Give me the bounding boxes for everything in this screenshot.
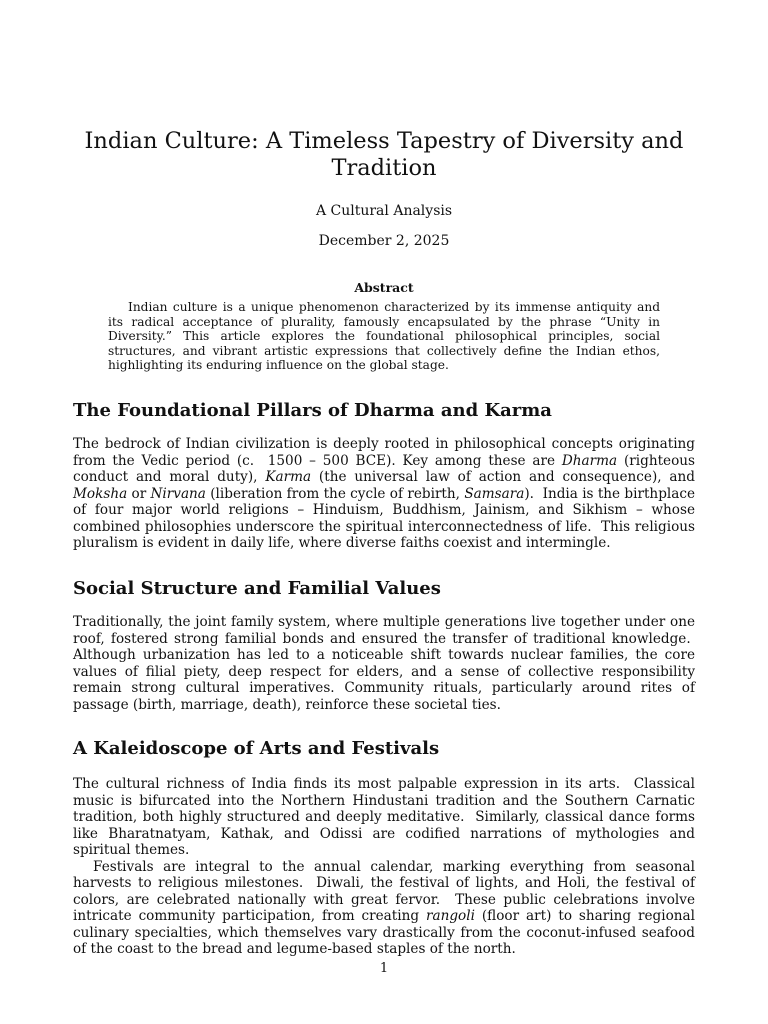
emphasized-term: Moksha	[73, 485, 128, 502]
emphasized-term: Karma	[265, 469, 312, 485]
emphasized-term: rangoli	[425, 908, 475, 924]
section-body-dharma-karma	[73, 436, 695, 552]
text-run: Festivals are integral to the annual calendar, marking everything from seasonal harvests to religious milestones. Diwali, the festival of lights, and Holi, the festival of colors, are celebrated nationally with great fervor. These public celebrations involve intricate community participation, from creating	[73, 858, 695, 924]
section-paragraph	[73, 859, 695, 958]
section-paragraph	[73, 776, 695, 859]
section-heading-arts-festivals: A Kaleidoscope of Arts and Festivals	[73, 738, 440, 759]
text-run: The cultural richness of India finds its most palpable expression in its arts. Classical music is bifurcated into the Northern Hindustani tradition and the Southern Carnatic tradition, both highly structured and deeply meditative. Similarly, classical dance forms like Bharatnatyam, Kathak, and Odissi are codified narrations of mythologies and spiritual themes.	[73, 776, 695, 858]
section-body-arts-festivals	[73, 776, 695, 958]
section-body-social-structure	[73, 614, 695, 713]
section-paragraph	[73, 436, 695, 552]
text-run: ). India is the birthplace of four major world religions – Hinduism, Buddhism, Jainism, and Sikhism – whose combined philosophies underscore the spiritual interconnectedness of life. This religious pluralism is evident in daily life, where diverse faiths coexist and intermingle.	[73, 485, 696, 551]
emphasized-term: Dharma	[561, 452, 618, 469]
paper-date: December 2, 2025	[318, 233, 450, 249]
emphasized-term: Nirvana	[150, 485, 206, 502]
section-paragraph	[73, 614, 695, 713]
abstract-text: Indian culture is a unique phenomenon characterized by its immense antiquity and its radical acceptance of plurality, famously encapsulated by the phrase “Unity in Diversity.” This article explores the foundational philosophical principles, social structures, and vibrant artistic expressions that collectively define the Indian ethos, highlighting its enduring influence on the global stage.	[108, 300, 660, 373]
paper-author: A Cultural Analysis	[315, 203, 453, 219]
text-run: (liberation from the cycle of rebirth,	[205, 485, 465, 502]
text-run: Traditionally, the joint family system, where multiple generations live together under one roof, fostered strong familial bonds and ensured the transfer of traditional knowledge. Although urbanization has led to a noticeable shift towards nuclear families, the core values of filial piety, deep respect for elders, and a sense of collective responsibility remain strong cultural imperatives. Community rituals, particularly around rites of passage (birth, marriage, death), reinforce these societal ties.	[73, 614, 695, 713]
paper-title: Indian Culture: A Timeless Tapestry of Diversity and Tradition	[84, 128, 684, 181]
emphasized-term: Samsara	[464, 485, 525, 502]
text-run: or	[127, 485, 151, 502]
abstract-heading: Abstract	[354, 280, 414, 295]
text-run: (floor art) to sharing regional culinary specialties, which themselves vary drastically from the coconut-infused seafood of the coast to the bread and legume-based staples of the north.	[73, 908, 695, 957]
section-heading-social-structure: Social Structure and Familial Values	[73, 578, 441, 599]
section-heading-dharma-karma: The Foundational Pillars of Dharma and Karma	[73, 400, 552, 421]
page-number: 1	[379, 961, 389, 976]
text-run: (righteous conduct and moral duty),	[73, 452, 695, 485]
text-run: The bedrock of Indian civilization is deeply rooted in philosophical concepts originating from the Vedic period (c. 1500 – 500 BCE). Key among these are	[73, 436, 695, 469]
text-run: (the universal law of action and consequence), and	[311, 469, 695, 485]
